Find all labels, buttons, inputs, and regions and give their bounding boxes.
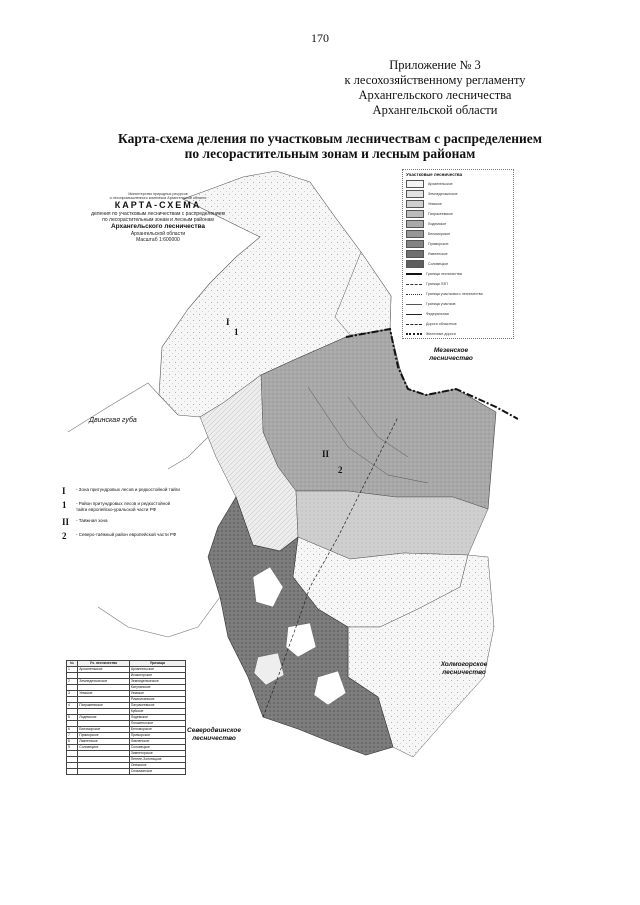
label-kholmogory-forestry: Холмогорское лесничество [440,661,488,676]
table-cell: Соловецкое [78,745,130,751]
legend-item [403,219,513,229]
table-cell: Патракеевское [78,703,130,709]
table-cell: Куйское [129,709,185,715]
legend-label: Граница участков [426,302,456,306]
table-cell: Архангельское [78,667,130,673]
table-cell: 9 [67,745,78,751]
zone-legend-row [62,518,182,526]
appendix-line: Приложение № 3 [389,58,481,72]
zone-legend-symbol: I [62,486,66,496]
table-cell: 4 [67,703,78,709]
map-header-forestry: Архангельского лесничества [110,223,206,231]
legend-label: Граница лесничества [426,272,462,276]
table-row [67,769,186,775]
table-cell: Земледельческое [78,679,130,685]
forestry-map [48,157,518,797]
table-cell: Приморское [78,733,130,739]
table-cell: 3 [67,691,78,697]
table-cell: Соловецкое [129,745,185,751]
legend-label: Соловецкое [428,262,449,266]
legend-item [403,199,513,209]
legend-swatch [406,230,424,238]
zone-mark-arabic: 1 [234,327,239,337]
legend-label: Железные дороги [426,332,456,336]
table-cell: 5 [67,715,78,721]
legend-line [406,324,422,325]
table-cell: Уемское [129,691,185,697]
zone-mark-roman: II [322,449,330,459]
zone-legend-symbol: 1 [62,500,67,510]
map-header-region: Архангельской области [130,231,186,238]
table-cell: 7 [67,733,78,739]
zone-legend-symbol: 2 [62,531,67,541]
legend-item [403,289,513,299]
table-cell: Лявленское [129,739,185,745]
table-cell: Лявленское [78,739,130,745]
table-header: Уч. лесничество [78,661,130,667]
legend-swatch [406,250,424,258]
legend-line [406,273,422,275]
zone-mark-roman: I [226,317,230,327]
legend-item [403,299,513,309]
legend-label: Граница участкового лесничества [426,292,483,296]
map-header-sub1: деления по участковым лесничествам с распределением [91,211,225,218]
legend-swatch [406,240,424,248]
legend-heading: Участковые лесничества [406,172,463,177]
legend-item [403,319,513,329]
legend-item [403,279,513,289]
map-legend [402,169,514,339]
legend-line [406,304,422,305]
title-line: по лесорастительным зонам и лесным районам [184,146,476,161]
table-cell [67,769,78,775]
legend-label: Патракеевское [428,212,454,216]
legend-item [403,309,513,319]
table-cell: Лопшеньгское [129,721,185,727]
label-severodvinsk-forestry: Северодвинское лесничество [187,727,241,742]
zone-legend-text: - Северо-таёжный район европейской части РФ [76,532,177,537]
legend-item [403,259,513,269]
legend-item [403,249,513,259]
appendix-line: Архангельского лесничества [358,88,512,102]
legend-item [403,269,513,279]
legend-label: Архангельское [428,182,453,186]
table-cell: Земледельческое [129,679,185,685]
table-cell: 8 [67,739,78,745]
table-cell: Лодемское [129,715,185,721]
table-cell: Архангельское [129,667,185,673]
appendix-line: к лесохозяйственному регламенту [344,73,526,87]
legend-line [406,314,422,315]
map-header [58,192,258,243]
table-cell: 1 [67,667,78,673]
zone-legend-symbol: II [62,517,70,527]
legend-label: Федеральная [426,312,449,316]
map-header-ministry: Министерство природных ресурсов [128,192,188,196]
legend-label: Земледельческое [428,192,458,196]
legend-item [403,189,513,199]
table-cell: Беломорское [78,727,130,733]
table-header: № [67,661,78,667]
table-cell: 6 [67,727,78,733]
legend-label: Лодемское [428,222,447,226]
legend-swatch [406,190,424,198]
legend-item [403,229,513,239]
zone-legend-text: - Зона притундровых лесов и редкостойной тайги [76,487,180,492]
table-cell [78,769,130,775]
map-header-ministry-2: и лесопромышленного комплекса Архангельской области [109,196,207,201]
table-body [67,667,186,775]
forestry-table [66,660,186,775]
legend-swatch [406,260,424,268]
legend-item [403,239,513,249]
page-number: 170 [311,31,329,45]
legend-item [403,329,513,339]
legend-label: Дороги областные [426,322,457,326]
table-cell: 2 [67,679,78,685]
map-header-sub2: по лесорастительным зонам и лесным районам [102,217,214,224]
zone-legend-row [62,487,182,495]
legend-label: Лявленское [428,252,448,256]
table-cell: Сюзьминское [129,769,185,775]
zone-legend-row [62,532,182,540]
legend-label: Беломорское [428,232,451,236]
appendix-caption [300,58,570,118]
label-dvina-bay: Двинская губа [89,417,137,424]
table-header: Урочища [129,661,185,667]
legend-label: Уемское [428,202,442,206]
appendix-line: Архангельской области [372,103,498,117]
legend-item [403,179,513,189]
legend-line [406,284,422,285]
zone-legend-text: - Район притундровых лесов и редкостойной тайги европейско-уральской части РФ [76,501,171,512]
map-header-scale: Масштаб 1:600000 [136,237,180,244]
table-cell: Беломорское [129,727,185,733]
zone-legend-text: - Таёжная зона [76,518,108,523]
legend-swatch [406,180,424,188]
legend-swatch [406,210,424,218]
zone-legend [62,487,182,546]
table-cell: Рикасихинское [129,697,185,703]
table-cell: Уемское [78,691,130,697]
table-cell: Приморское [129,733,185,739]
label-mezen-forestry: Мезенское лесничество [429,347,473,362]
title-line: Карта-схема деления по участковым лесничествам с распределением [118,131,542,146]
zone-legend-row [62,501,182,512]
table-cell: Зимнегорское [129,751,185,757]
table-cell: Патракеевское [129,703,185,709]
legend-swatch [406,200,424,208]
legend-label: Граница ЛЗП [426,282,448,286]
legend-swatch [406,220,424,228]
table-cell: Исакогорское [129,673,185,679]
legend-label: Приморское [428,242,449,246]
table-cell: Онежское [129,763,185,769]
table-cell: Катунинское [129,685,185,691]
legend-line [406,294,422,295]
legend-line [406,333,422,335]
zone-mark-arabic: 2 [338,465,343,475]
legend-item [403,209,513,219]
table-cell: Лодемское [78,715,130,721]
map-header-title: КАРТА-СХЕМА [114,200,202,211]
table-cell: Летнее-Золотицкое [129,757,185,763]
